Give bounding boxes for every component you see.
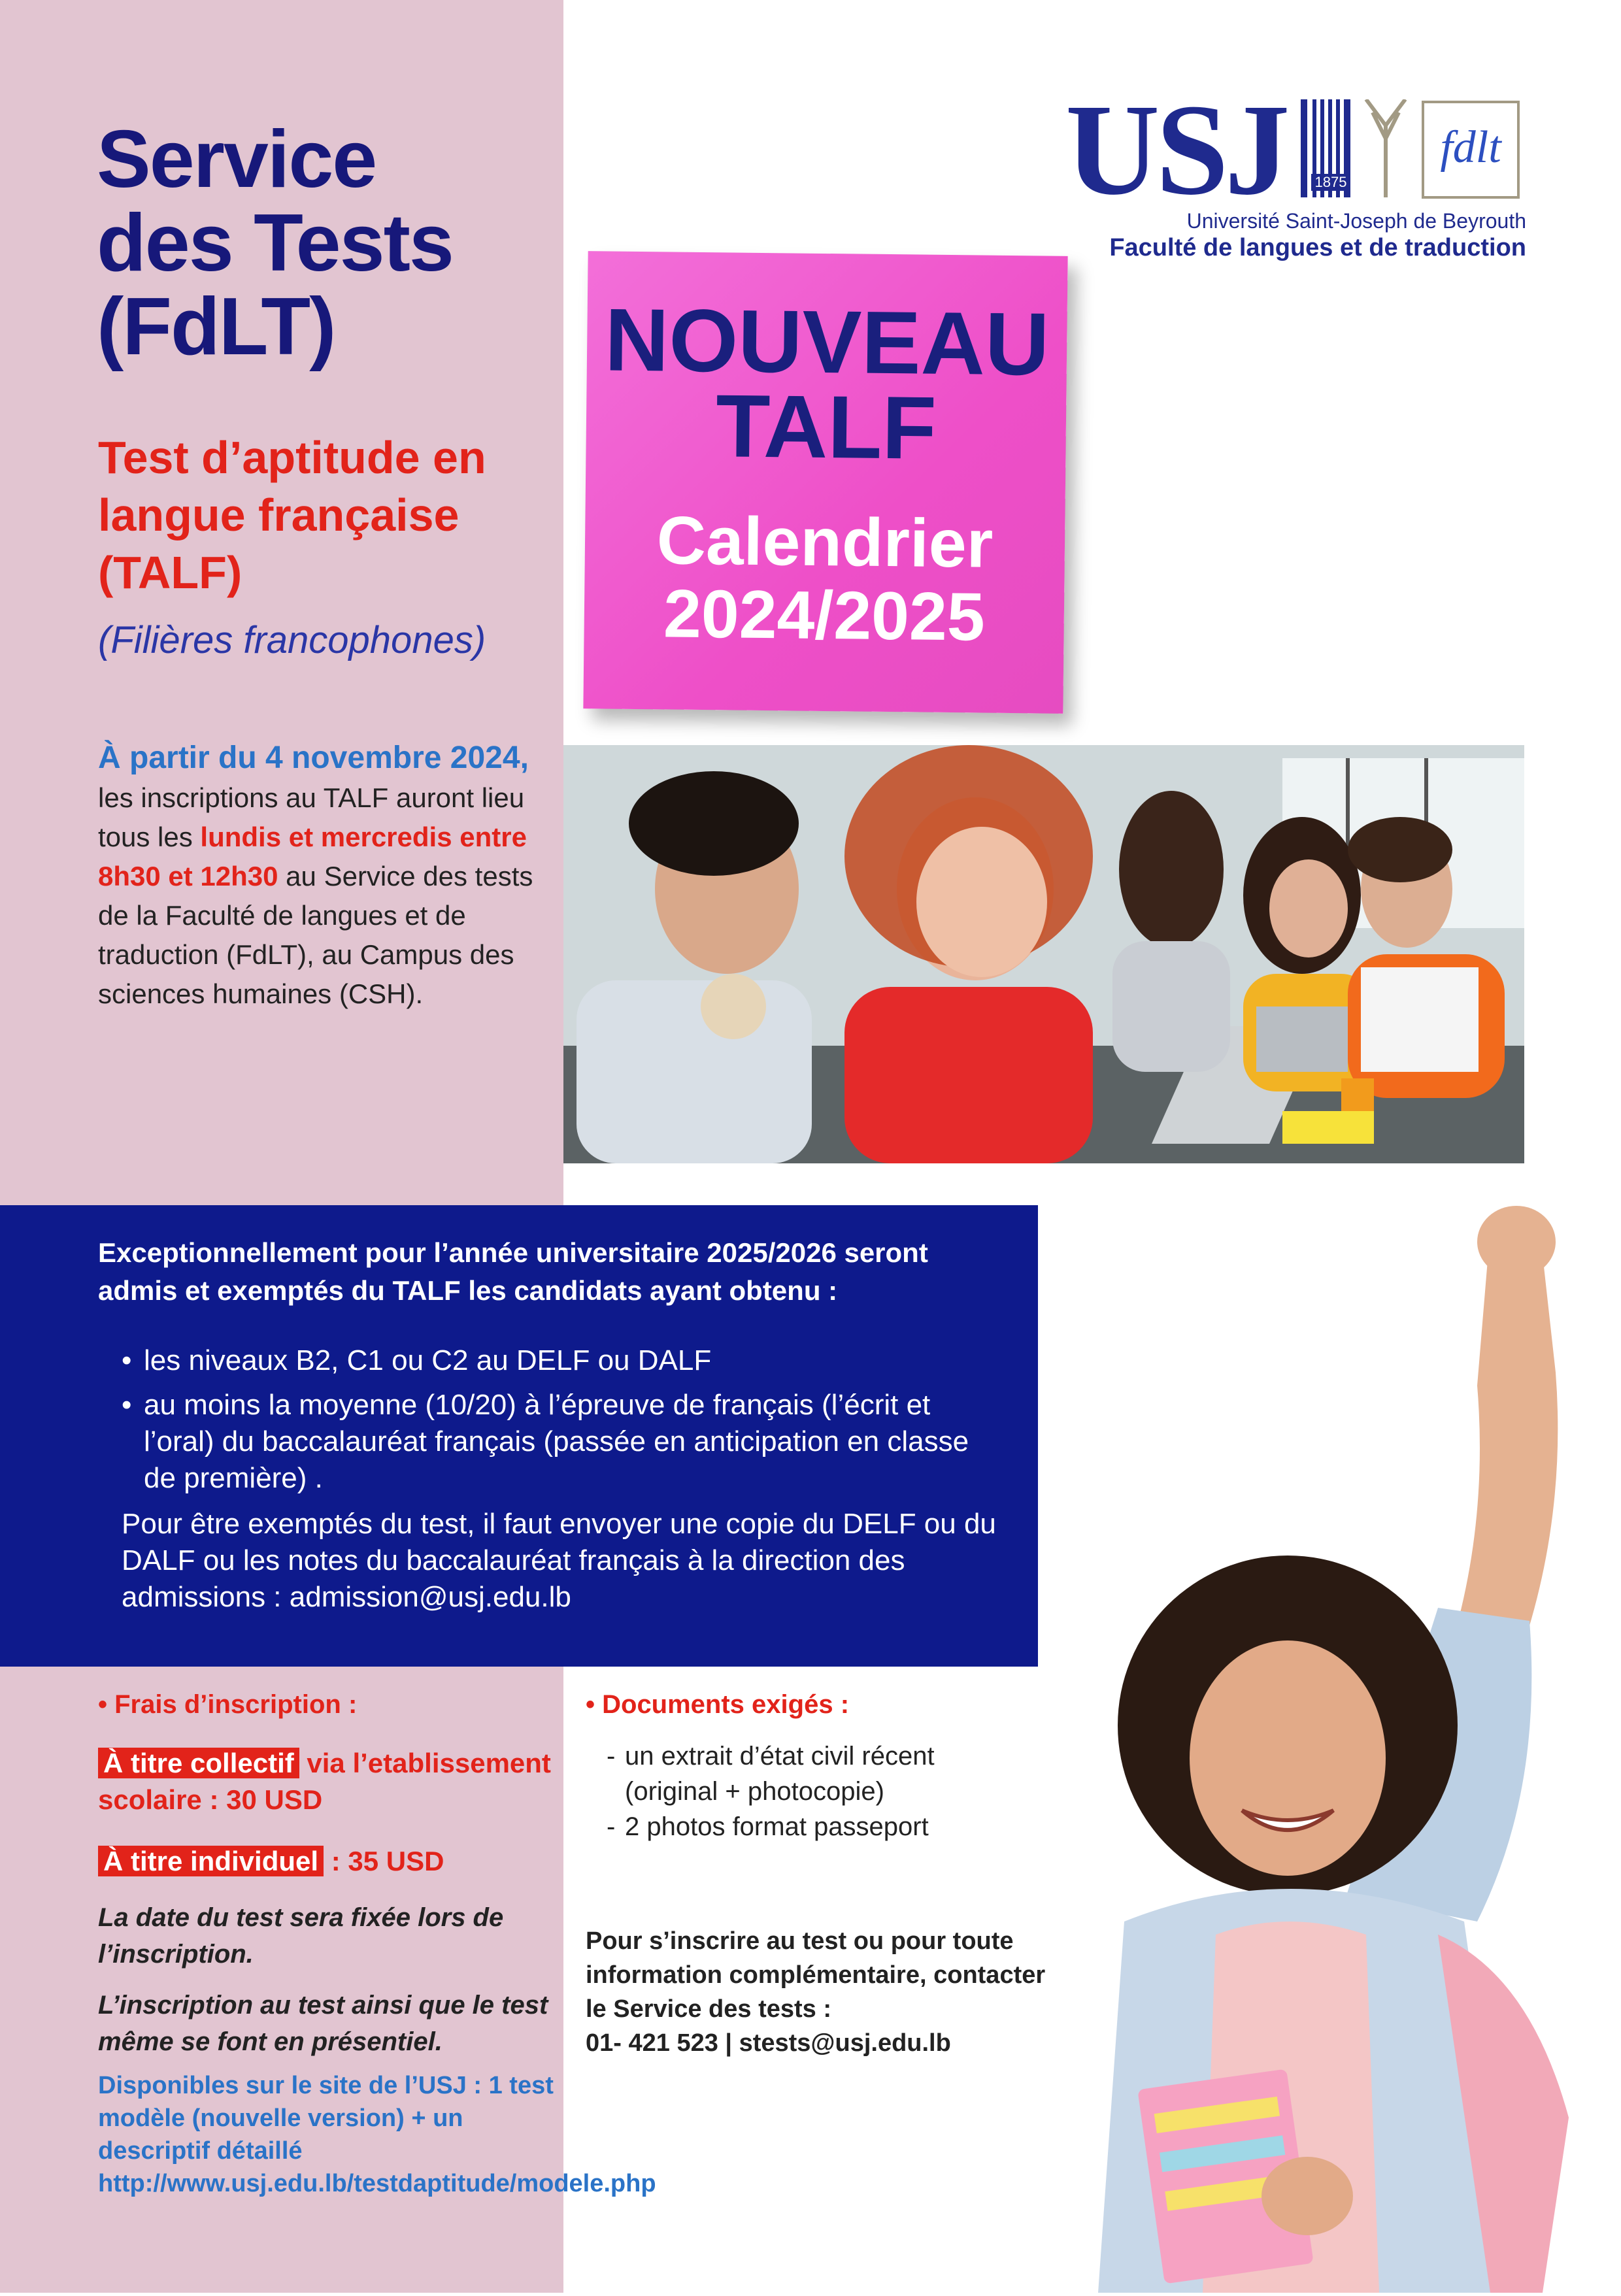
- exemption-box: [0, 1205, 1038, 1667]
- sticky-title-line: TALF: [715, 376, 937, 478]
- intro-date: À partir du 4 novembre 2024,: [98, 740, 529, 775]
- sticky-note: [583, 251, 1067, 714]
- collectif-tag: À titre collectif: [98, 1748, 299, 1778]
- talf-title-line: Test d’aptitude en: [98, 432, 486, 483]
- students-photo: [563, 745, 1524, 1163]
- individuel-price: : 35 USD: [324, 1846, 444, 1876]
- talf-title-line: (TALF): [98, 547, 242, 598]
- fdlt-wordmark: fdlt: [1440, 122, 1501, 173]
- list-item: - 2 photos format passeport: [607, 1809, 1025, 1844]
- university-name: Université Saint-Joseph de Beyrouth: [1186, 209, 1526, 233]
- cheering-student-illustration: [1072, 1203, 1621, 2293]
- intro-paragraph: [98, 739, 556, 1014]
- sticky-title-line: NOUVEAU: [604, 290, 1050, 394]
- contact-info: [586, 1924, 1056, 2060]
- documents-list: [607, 1739, 1025, 1844]
- fee-collectif: [98, 1745, 556, 1818]
- presentiel-note: L’inscription au test ainsi que le test même se font en présentiel.: [98, 1991, 548, 2056]
- usj-wordmark: USJ: [1065, 78, 1286, 222]
- list-item: • au moins la moyenne (10/20) à l’épreuve de français (l’écrit et l’oral) du baccalauréat français (passée en anticipation en classe de première) .: [122, 1387, 997, 1497]
- exemption-heading: Exceptionnellement pour l’année universitaire 2025/2026 seront admis et exemptés du TALF les candidats ayant obtenu :: [98, 1237, 928, 1306]
- fees-title: • Frais d’inscription :: [98, 1690, 358, 1719]
- service-title: [97, 114, 554, 372]
- fee-individuel: [98, 1843, 556, 1880]
- faculty-name: Faculté de langues et de traduction: [1109, 234, 1526, 261]
- title-line: (FdLT): [97, 282, 335, 372]
- talf-title-line: langue française: [98, 490, 460, 541]
- intro-text: les inscriptions au TALF auront lieu tous les: [98, 782, 525, 852]
- exemption-list: [122, 1342, 997, 1505]
- students-illustration: [563, 745, 1524, 1163]
- intro-location: au Service des tests de la Faculté de langues et de traduction (FdLT), au Campus des sciences humaines (CSH).: [98, 861, 533, 1009]
- list-item: • les niveaux B2, C1 ou C2 au DELF ou DALF: [122, 1342, 997, 1379]
- exemption-note: Pour être exemptés du test, il faut envoyer une copie du DELF ou du DALF ou les notes du baccalauréat français à la direction des admissions : admission@usj.edu.lb: [122, 1508, 996, 1613]
- documents-title: • Documents exigés :: [586, 1690, 850, 1719]
- cheering-student-photo: [1072, 1203, 1621, 2293]
- contact-line: Pour s’inscrire au test ou pour toute: [586, 1927, 1014, 1955]
- sticky-calendar: [584, 503, 1065, 655]
- contact-line: le Service des tests :: [586, 1995, 831, 2023]
- talf-subtitle: (Filières francophones): [98, 619, 486, 661]
- contact-line: information complémentaire, contacter: [586, 1961, 1046, 1989]
- collectif-price: via l’etablissement scolaire : 30 USD: [98, 1748, 551, 1815]
- usj-logo: [1065, 78, 1536, 268]
- sticky-title: [586, 290, 1067, 478]
- date-note: La date du test sera fixée lors de l’inscription.: [98, 1903, 504, 1969]
- intro-schedule: lundis et mercredis entre 8h30 et 12h30: [98, 822, 527, 891]
- sticky-sub-line: 2024/2025: [663, 576, 986, 656]
- talf-title: [98, 429, 556, 601]
- model-test-info: Disponibles sur le site de l’USJ : 1 test modèle (nouvelle version) + un descriptif détaillé http://www.usj.edu.lb/testdaptitude/modele.php: [98, 2072, 656, 2197]
- list-item: - un extrait d’état civil récent (original + photocopie): [607, 1739, 1025, 1809]
- fdlt-badge: [1422, 101, 1520, 199]
- individuel-tag: À titre individuel: [98, 1846, 324, 1876]
- sticky-sub-line: Calendrier: [656, 503, 994, 582]
- logo-year: 1875: [1311, 174, 1350, 191]
- title-line: Service: [97, 114, 376, 205]
- contact-phone-email: 01- 421 523 | stests@usj.edu.lb: [586, 2029, 951, 2057]
- tree-icon: [1360, 99, 1412, 197]
- title-line: des Tests: [97, 198, 453, 288]
